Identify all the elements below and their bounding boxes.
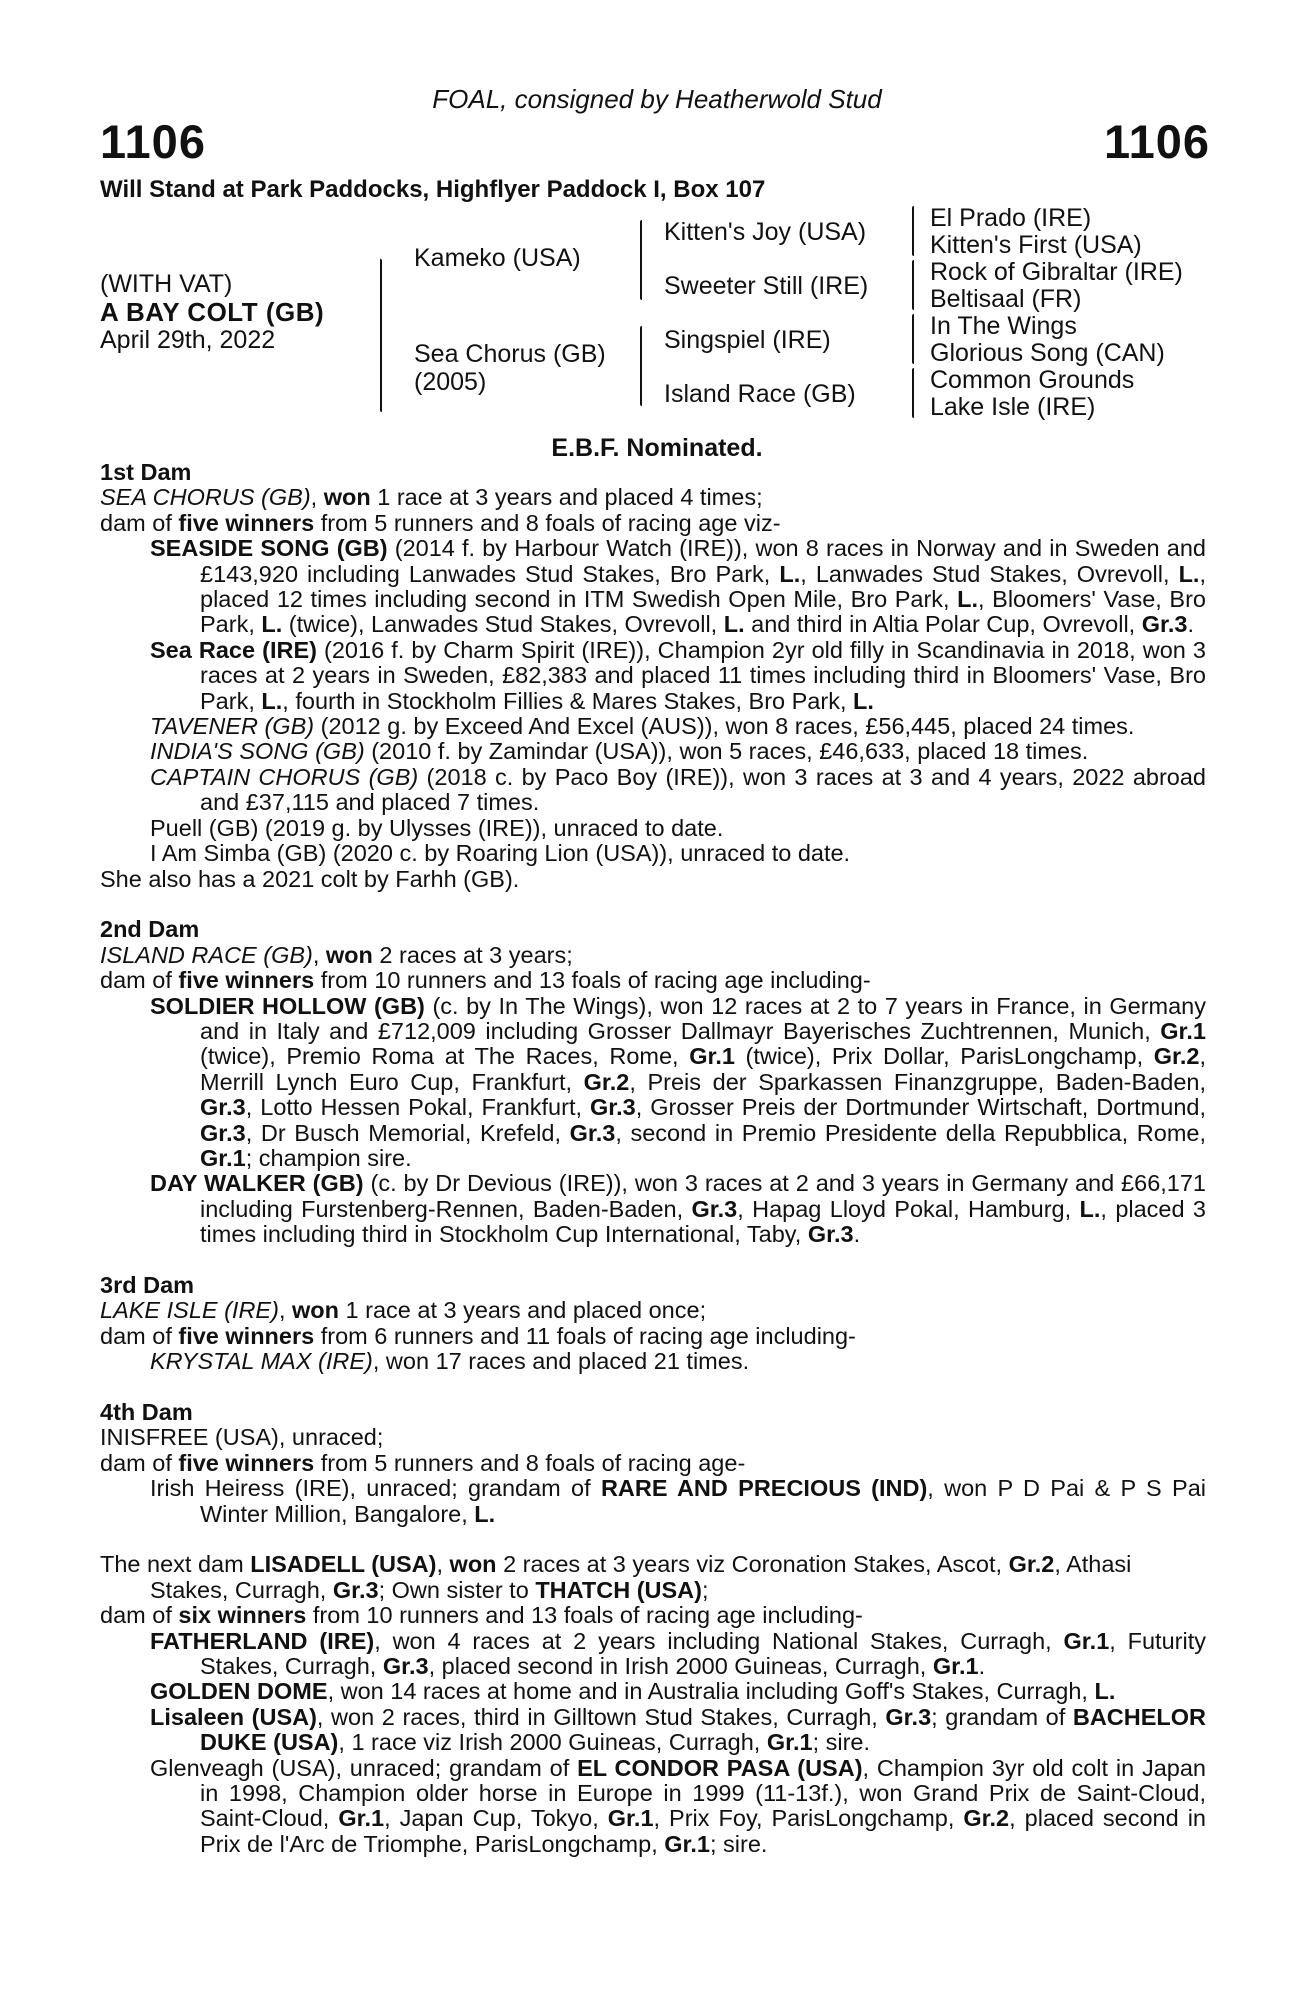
fourth-dam-produce-line: dam of five winners from 5 runners and 8 foals of racing age-	[100, 1449, 746, 1476]
first-dam-also: She also has a 2021 colt by Farhh (GB).	[100, 865, 520, 892]
next-dam-produce-4: Glenveagh (USA), unraced; grandam of EL CONDOR PASA (USA), Champion 3yr old colt in Japan in 1998, Champion older horse in Europe in 1999 (11-13f.), won Grand Prix de Saint-Cloud, Saint-Cloud, Gr.1, Japan Cup, Tokyo, Gr.1, Prix Foy, ParisLongchamp, Gr.2, placed second in Prix de l'Arc de Triomphe, ParisLongchamp, Gr.1; sire.	[150, 1754, 1206, 1857]
first-dam-produce-7: I Am Simba (GB) (2020 c. by Roaring Lion (USA)), unraced to date.	[150, 840, 851, 867]
fourth-dam-heading: 4th Dam	[100, 1398, 193, 1425]
second-dam-produce-2: DAY WALKER (GB) (c. by Dr Devious (IRE)), won 3 races at 2 and 3 years in Germany and £66,171 including Furstenberg-Rennen, Baden-Baden, Gr.3, Hapag Lloyd Pokal, Hamburg, L., placed 3 times including third in Stockholm Cup International, Taby, Gr.3.	[150, 1170, 1207, 1248]
first-dam-produce-2: Sea Race (IRE) (2016 f. by Charm Spirit (IRE)), Champion 2yr old filly in Scandinavia in 2018, won 3 races at 2 years in Sweden, £82,383 and placed 11 times including third in Bloomers' Vase, Bro Park, L., fourth in Stockholm Fillies & Mares Stakes, Bro Park, L.	[150, 636, 1206, 714]
first-dam-line: SEA CHORUS (GB), won 1 race at 3 years and placed 4 times;	[100, 484, 763, 511]
foaling-date: April 29th, 2022	[100, 326, 276, 354]
pedigree-brace-sire	[640, 220, 642, 300]
lot-number-left: 1106	[100, 115, 206, 168]
fourth-dam-line: INISFREE (USA), unraced;	[100, 1424, 384, 1451]
next-dam-produce-line: dam of six winners from 10 runners and 13 foals of racing age including-	[100, 1602, 863, 1629]
next-dam-produce-1: FATHERLAND (IRE), won 4 races at 2 years including National Stakes, Curragh, Gr.1, Futurity Stakes, Curragh, Gr.3, placed second in Irish 2000 Guineas, Curragh, Gr.1.	[150, 1627, 1206, 1680]
second-dam-heading: 2nd Dam	[100, 916, 200, 943]
dam-year: (2005)	[414, 368, 487, 396]
first-dam-produce-5: CAPTAIN CHORUS (GB) (2018 c. by Paco Boy (IRE)), won 3 races at 3 and 4 years, 2022 abroad and £37,115 and placed 7 times.	[150, 763, 1206, 816]
pedigree-brace-g3	[912, 314, 914, 364]
lot-title: A BAY COLT (GB)	[100, 297, 325, 327]
consignor-line: FOAL, consigned by Heatherwold Stud	[432, 84, 882, 114]
fourth-dam-produce-1: Irish Heiress (IRE), unraced; grandam of RARE AND PRECIOUS (IND), won P D Pai & P S Pai Winter Million, Bangalore, L.	[150, 1475, 1206, 1527]
dam-name: Sea Chorus (GB)	[414, 340, 606, 368]
gen3-7: Common Grounds	[930, 366, 1135, 394]
catalogue-body	[100, 460, 1206, 1857]
next-dam-produce-2: GOLDEN DOME, won 14 races at home and in Australia including Goff's Stakes, Curragh, L.	[150, 1678, 1116, 1705]
sire-dam: Sweeter Still (IRE)	[664, 272, 869, 300]
first-dam-produce-1: SEASIDE SONG (GB) (2014 f. by Harbour Watch (IRE)), won 8 races in Norway and in Sweden and £143,920 including Lanwades Stud Stakes, Bro Park, L., Lanwades Stud Stakes, Ovrevoll, L., placed 12 times including second in ITM Swedish Open Mile, Bro Park, L., Bloomers' Vase, Bro Park, L. (twice), Lanwades Stud Stakes, Ovrevoll, L. and third in Altia Polar Cup, Ovrevoll, Gr.3.	[150, 535, 1206, 638]
dam-dam: Island Race (GB)	[664, 380, 856, 408]
second-dam-produce-line: dam of five winners from 10 runners and 13 foals of racing age including-	[100, 967, 871, 994]
pedigree-brace-g1	[912, 206, 914, 256]
first-dam-produce-6: Puell (GB) (2019 g. by Ulysses (IRE)), unraced to date.	[150, 814, 724, 841]
gen3-8: Lake Isle (IRE)	[930, 393, 1096, 421]
gen3-4: Beltisaal (FR)	[930, 285, 1082, 313]
sire-name: Kameko (USA)	[414, 244, 581, 272]
first-dam-heading: 1st Dam	[100, 459, 192, 485]
dam-sire: Singspiel (IRE)	[664, 326, 831, 354]
third-dam-heading: 3rd Dam	[100, 1271, 195, 1298]
gen3-3: Rock of Gibraltar (IRE)	[930, 258, 1183, 286]
sire-sire: Kitten's Joy (USA)	[664, 218, 867, 246]
third-dam-line: LAKE ISLE (IRE), won 1 race at 3 years and placed once;	[100, 1297, 707, 1324]
first-dam-produce-3: TAVENER (GB) (2012 g. by Exceed And Excel (AUS)), won 8 races, £56,445, placed 24 times.	[150, 713, 1135, 740]
first-dam-produce-4: INDIA'S SONG (GB) (2010 f. by Zamindar (USA)), won 5 races, £46,633, placed 18 times.	[150, 738, 1089, 765]
stand-location: Will Stand at Park Paddocks, Highflyer Paddock I, Box 107	[100, 176, 766, 203]
third-dam-produce-1: KRYSTAL MAX (IRE), won 17 races and placed 21 times.	[150, 1348, 750, 1375]
third-dam-produce-line: dam of five winners from 6 runners and 11 foals of racing age including-	[100, 1322, 856, 1349]
pedigree-brace-g2	[912, 260, 914, 310]
next-dam-produce-3: Lisaleen (USA), won 2 races, third in Gilltown Stud Stakes, Curragh, Gr.3; grandam of BACHELOR DUKE (USA), 1 race viz Irish 2000 Guineas, Curragh, Gr.1; sire.	[150, 1703, 1207, 1756]
gen3-2: Kitten's First (USA)	[930, 231, 1142, 259]
gen3-6: Glorious Song (CAN)	[930, 339, 1165, 367]
first-dam-produce-line: dam of five winners from 5 runners and 8 foals of racing age viz-	[100, 509, 781, 536]
second-dam-produce-1: SOLDIER HOLLOW (GB) (c. by In The Wings), won 12 races at 2 to 7 years in France, in Germany and in Italy and £712,009 including Grosser Dallmayr Bayerisches Zuchtrennen, Munich, Gr.1 (twice), Premio Roma at The Races, Rome, Gr.1 (twice), Prix Dollar, ParisLongchamp, Gr.2, Merrill Lynch Euro Cup, Frankfurt, Gr.2, Preis der Sparkassen Finanzgruppe, Baden-Baden, Gr.3, Lotto Hessen Pokal, Frankfurt, Gr.3, Grosser Preis der Dortmunder Wirtschaft, Dortmund, Gr.3, Dr Busch Memorial, Krefeld, Gr.3, second in Premio Presidente della Repubblica, Rome, Gr.1; champion sire.	[150, 992, 1206, 1171]
lot-number-right: 1106	[1104, 115, 1210, 168]
ebf-nominated: E.B.F. Nominated.	[551, 434, 763, 462]
pedigree-brace-g4	[912, 368, 914, 418]
gen3-5: In The Wings	[930, 312, 1077, 340]
pedigree-brace-main	[380, 258, 382, 412]
vat-note: (WITH VAT)	[100, 270, 233, 298]
second-dam-line: ISLAND RACE (GB), won 2 races at 3 years;	[100, 941, 573, 968]
next-dam-line: The next dam LISADELL (USA), won 2 races at 3 years viz Coronation Stakes, Ascot, Gr.2, Athasi Stakes, Curragh, Gr.3; Own sister to THATCH (USA);	[100, 1551, 1132, 1603]
pedigree-brace-dam	[640, 326, 642, 406]
gen3-1: El Prado (IRE)	[930, 204, 1092, 232]
